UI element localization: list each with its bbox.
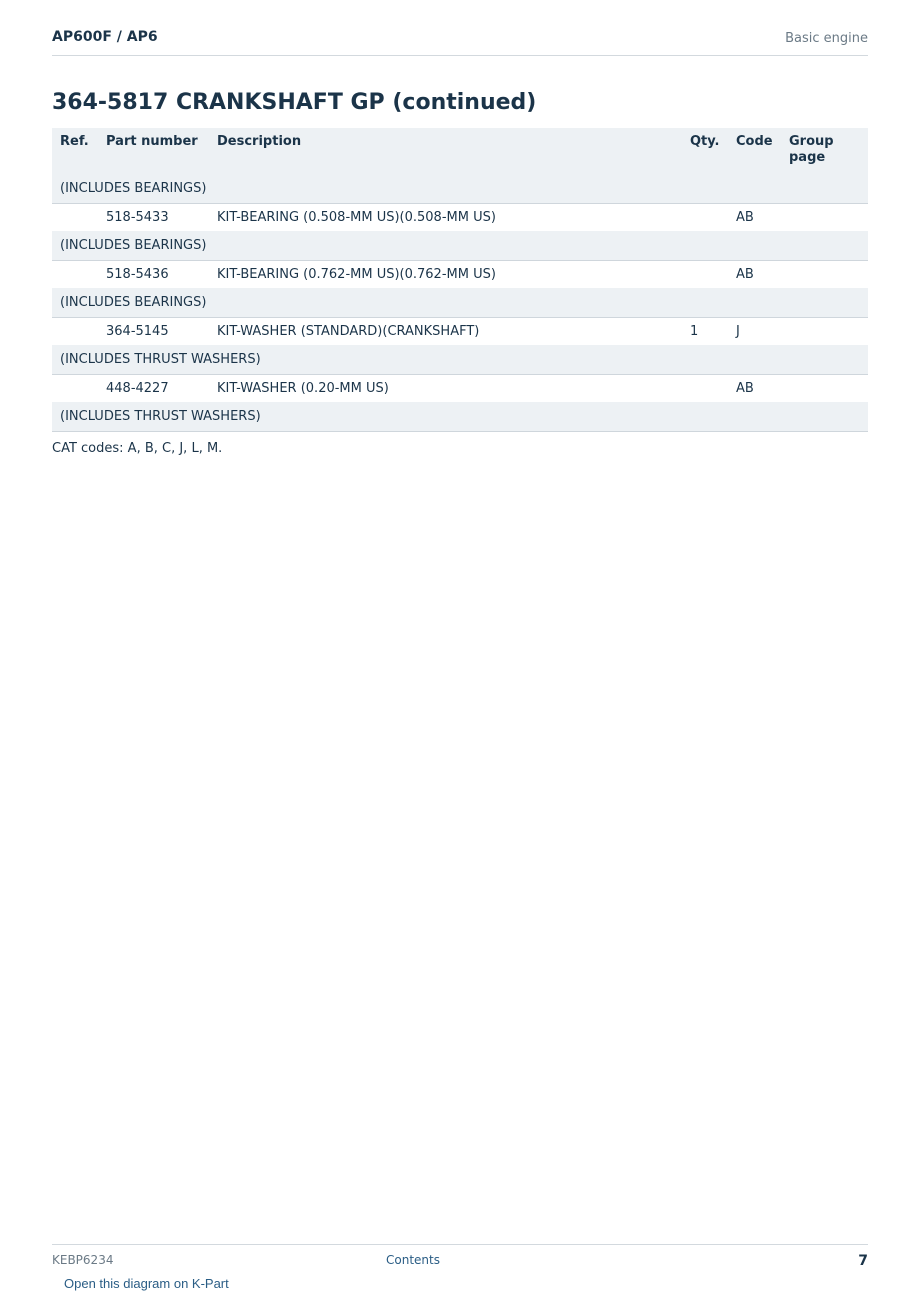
column-header-qty: Qty. (682, 128, 728, 174)
table-note-row (52, 231, 868, 260)
table-note-row (52, 288, 868, 317)
qty-cell (682, 374, 728, 402)
group-page-cell (781, 374, 868, 402)
table-row[interactable] (52, 203, 868, 231)
table-row[interactable] (52, 260, 868, 288)
qty-cell: 1 (682, 317, 728, 345)
code-cell: AB (728, 203, 781, 231)
note-text: (INCLUDES BEARINGS) (52, 288, 868, 317)
note-text: (INCLUDES THRUST WASHERS) (52, 402, 868, 431)
code-cell: AB (728, 260, 781, 288)
description-cell: KIT-WASHER (0.20-MM US) (209, 374, 682, 402)
part-number-cell: 364-5145 (98, 317, 209, 345)
column-header-code: Code (728, 128, 781, 174)
ref-cell (52, 203, 98, 231)
table-note-row (52, 402, 868, 431)
group-page-cell (781, 203, 868, 231)
qty-cell (682, 203, 728, 231)
part-group-title: 364-5817 CRANKSHAFT GP (52, 90, 385, 115)
section-label: Basic engine (785, 31, 868, 46)
code-cell: J (728, 317, 781, 345)
code-cell: AB (728, 374, 781, 402)
page-footer (52, 1244, 868, 1274)
part-number-cell: 518-5436 (98, 260, 209, 288)
cat-codes-note: CAT codes: A, B, C, J, L, M. (52, 441, 223, 456)
column-header-description: Description (209, 128, 682, 174)
note-text: (INCLUDES THRUST WASHERS) (52, 345, 868, 374)
description-cell: KIT-BEARING (0.508-MM US)(0.508-MM US) (209, 203, 682, 231)
note-text: (INCLUDES BEARINGS) (52, 231, 868, 260)
part-number-cell: 518-5433 (98, 203, 209, 231)
description-cell: KIT-WASHER (STANDARD)(CRANKSHAFT) (209, 317, 682, 345)
table-row[interactable] (52, 374, 868, 402)
description-cell: KIT-BEARING (0.762-MM US)(0.762-MM US) (209, 260, 682, 288)
parts-table (52, 128, 868, 432)
table-note-row (52, 174, 868, 203)
ref-cell (52, 260, 98, 288)
qty-cell (682, 260, 728, 288)
document-id: KEBP6234 (52, 1253, 114, 1267)
ref-cell (52, 374, 98, 402)
column-header-group-page: Group page (781, 128, 868, 174)
title-suffix: (continued) (392, 90, 537, 115)
column-header-ref: Ref. (52, 128, 98, 174)
group-page-cell (781, 317, 868, 345)
part-number-cell: 448-4227 (98, 374, 209, 402)
table-header-row (52, 128, 868, 174)
table-row[interactable] (52, 317, 868, 345)
column-header-part-number: Part number (98, 128, 209, 174)
page-title (52, 90, 536, 115)
group-page-cell (781, 260, 868, 288)
open-kpart-link[interactable]: Open this diagram on K-Part (64, 1276, 229, 1291)
contents-link[interactable]: Contents (386, 1253, 440, 1267)
ref-cell (52, 317, 98, 345)
note-text: (INCLUDES BEARINGS) (52, 174, 868, 203)
page-number: 7 (858, 1253, 868, 1269)
model-label: AP600F / AP6 (52, 29, 158, 45)
page-header (52, 28, 868, 56)
table-note-row (52, 345, 868, 374)
